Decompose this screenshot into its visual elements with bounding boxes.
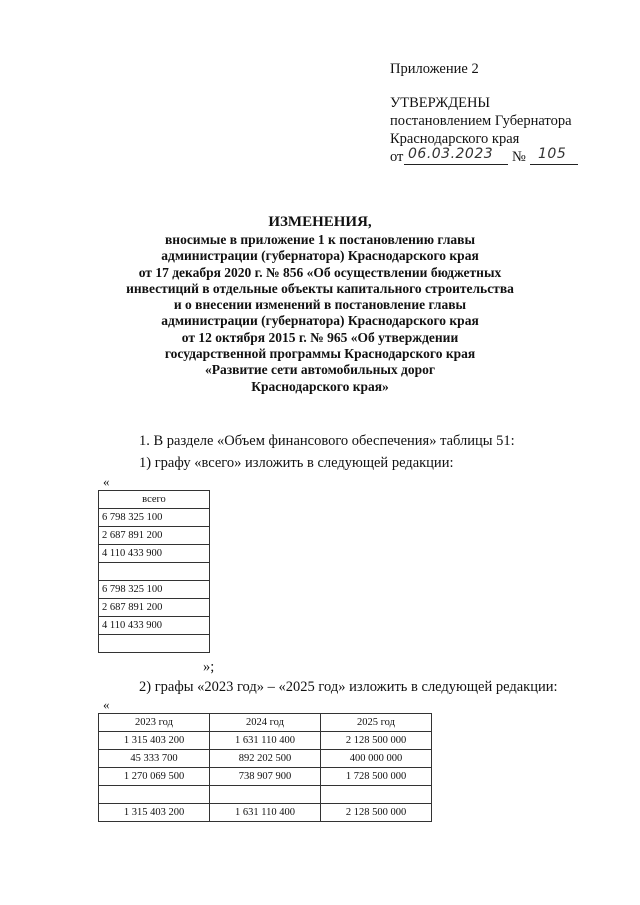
total-column-table <box>98 490 210 653</box>
close-quote-1: »; <box>203 659 215 675</box>
approved-region-line: Краснодарского края <box>390 131 520 147</box>
table-cell: 45 333 700 <box>99 750 210 768</box>
title-line: от 12 октября 2015 г. № 965 «Об утверждении <box>181 329 459 345</box>
approved-by-line: постановлением Губернатора <box>390 113 572 129</box>
table-row <box>99 545 210 563</box>
approval-date-value: 06.03.2023 <box>408 146 494 162</box>
table-cell <box>99 786 210 804</box>
title-line: инвестиций в отдельные объекты капитального строительства <box>126 280 514 296</box>
paragraph-2: 1) графу «всего» изложить в следующей редакции: <box>139 455 454 471</box>
paragraph-3: 2) графы «2023 год» – «2025 год» изложить в следующей редакции: <box>139 679 558 695</box>
approval-date-prefix: от <box>390 149 404 165</box>
title-line: «Развитие сети автомобильных дорог <box>204 362 436 378</box>
table-cell: 892 202 500 <box>210 750 321 768</box>
table-cell: 6 798 325 100 <box>99 581 210 599</box>
table-row <box>99 509 210 527</box>
title-heading: ИЗМЕНЕНИЯ, <box>268 214 372 230</box>
title-line: от 17 декабря 2020 г. № 856 «Об осуществлении бюджетных <box>138 264 502 280</box>
table-cell: 2 687 891 200 <box>99 527 210 545</box>
number-underline <box>530 164 578 165</box>
table-row <box>99 635 210 653</box>
table-cell: 2 687 891 200 <box>99 599 210 617</box>
table-cell: 400 000 000 <box>321 750 432 768</box>
table-cell: 1 631 110 400 <box>210 732 321 750</box>
date-underline <box>404 164 508 165</box>
number-sign: № <box>512 149 526 165</box>
table-cell: 2 128 500 000 <box>321 732 432 750</box>
years-table <box>98 713 432 822</box>
table-cell: 4 110 433 900 <box>99 617 210 635</box>
title-line: Краснодарского края» <box>251 378 389 394</box>
table-cell: 738 907 900 <box>210 768 321 786</box>
title-line: государственной программы Краснодарского края <box>164 346 476 362</box>
table-cell: 2 128 500 000 <box>321 804 432 822</box>
title-line: и о внесении изменений в постановление главы <box>173 297 467 313</box>
title-line: администрации (губернатора) Краснодарского края <box>161 313 479 329</box>
table-row <box>99 563 210 581</box>
table-row <box>99 527 210 545</box>
table-cell: 6 798 325 100 <box>99 509 210 527</box>
table-cell: 1 270 069 500 <box>99 768 210 786</box>
table-cell: 4 110 433 900 <box>99 545 210 563</box>
table-cell: 1 728 500 000 <box>321 768 432 786</box>
table-cell: 1 315 403 200 <box>99 804 210 822</box>
table-cell <box>321 786 432 804</box>
title-line: администрации (губернатора) Краснодарского края <box>161 248 479 264</box>
table-header-cell: всего <box>99 491 210 509</box>
open-quote-1: « <box>103 474 110 489</box>
table-row <box>99 581 210 599</box>
table-header-cell: 2024 год <box>210 714 321 732</box>
table-cell: 1 631 110 400 <box>210 804 321 822</box>
appendix-label: Приложение 2 <box>390 61 479 77</box>
table-row <box>99 750 432 768</box>
table-cell <box>99 563 210 581</box>
table-row <box>99 599 210 617</box>
table-header-cell: 2023 год <box>99 714 210 732</box>
table-cell <box>99 635 210 653</box>
paragraph-1: 1. В разделе «Объем финансового обеспечения» таблицы 51: <box>139 433 515 449</box>
document-title <box>90 213 550 395</box>
approved-label: УТВЕРЖДЕНЫ <box>390 95 491 111</box>
table-cell: 1 315 403 200 <box>99 732 210 750</box>
open-quote-2: « <box>103 697 110 712</box>
table-row <box>99 786 432 804</box>
table-header-cell: 2025 год <box>321 714 432 732</box>
approval-number-value: 105 <box>538 146 567 162</box>
table-row <box>99 732 432 750</box>
table-row <box>99 804 432 822</box>
title-line: вносимые в приложение 1 к постановлению главы <box>165 232 475 247</box>
table-row <box>99 768 432 786</box>
table-cell <box>210 786 321 804</box>
table-row <box>99 617 210 635</box>
